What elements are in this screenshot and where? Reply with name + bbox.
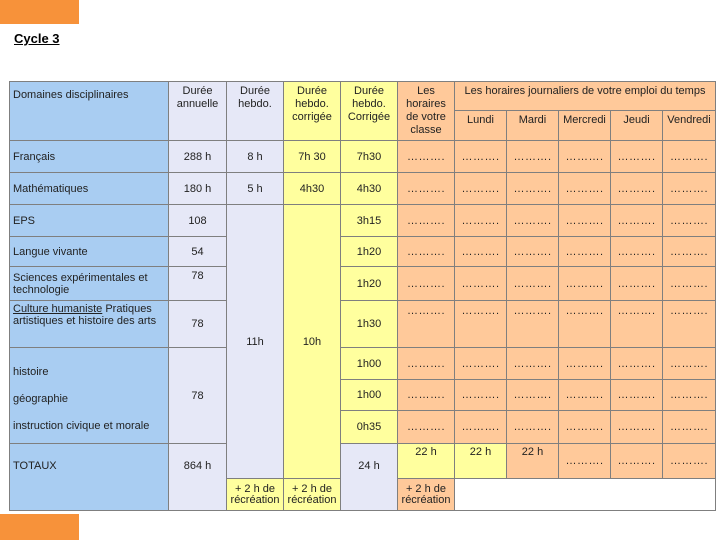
corrected-cell: 4h30 bbox=[284, 173, 341, 205]
class-hours-cell: ………. bbox=[398, 301, 455, 348]
header-domaines: Domaines disciplinaires bbox=[10, 82, 169, 141]
class-hours-cell: ………. bbox=[398, 237, 455, 267]
day-cell: ………. bbox=[611, 348, 663, 380]
day-cell: ………. bbox=[663, 380, 716, 411]
corrected-cell-2: 0h35 bbox=[341, 411, 398, 444]
day-cell: ………. bbox=[611, 301, 663, 348]
day-cell: ………. bbox=[455, 380, 507, 411]
day-cell: ………. bbox=[455, 267, 507, 301]
day-cell: ………. bbox=[559, 380, 611, 411]
day-cell: ………. bbox=[663, 267, 716, 301]
domain-label-rest: Pratiques artistiques et histoire des arts bbox=[13, 303, 157, 327]
header-day-jeudi: Jeudi bbox=[611, 111, 663, 141]
header-horaires-journaliers: Les horaires journaliers de votre emploi du temps bbox=[455, 82, 716, 111]
day-cell: ………. bbox=[455, 141, 507, 173]
day-cell: ………. bbox=[455, 411, 507, 444]
corrected-cell-2: 7h30 bbox=[341, 141, 398, 173]
annual-cell: 78 bbox=[169, 267, 227, 301]
class-hours-cell: ………. bbox=[398, 141, 455, 173]
day-cell: ………. bbox=[663, 141, 716, 173]
domain-label: Français bbox=[10, 141, 169, 173]
weekly-cell: 5 h bbox=[227, 173, 284, 205]
class-hours-cell: ………. bbox=[398, 173, 455, 205]
day-cell: ………. bbox=[611, 444, 663, 479]
table-row bbox=[10, 237, 716, 267]
day-cell: ………. bbox=[507, 301, 559, 348]
recreation-cell: + 2 h de récréation bbox=[284, 479, 341, 511]
day-cell: ………. bbox=[663, 205, 716, 237]
header-duree-hebdo-corrigee-1: Durée hebdo. corrigée bbox=[284, 82, 341, 141]
annual-cell: 108 bbox=[169, 205, 227, 237]
totals-label: TOTAUX bbox=[10, 444, 169, 511]
annual-cell: 78 bbox=[169, 301, 227, 348]
corrected-cell-2: 1h00 bbox=[341, 380, 398, 411]
day-cell: ………. bbox=[611, 267, 663, 301]
day-cell: ………. bbox=[559, 173, 611, 205]
day-cell: ………. bbox=[663, 444, 716, 479]
header-horaires-classe: Les horaires de votre classe bbox=[398, 82, 455, 141]
day-cell: ………. bbox=[455, 237, 507, 267]
table-row bbox=[10, 141, 716, 173]
day-cell: ………. bbox=[507, 411, 559, 444]
table-row bbox=[10, 348, 716, 380]
page-title: Cycle 3 bbox=[14, 31, 60, 46]
domain-label: Mathématiques bbox=[10, 173, 169, 205]
merged-weekly-cell: 11h bbox=[227, 205, 284, 479]
corrected-cell-2: 1h20 bbox=[341, 267, 398, 301]
day-cell: ………. bbox=[611, 173, 663, 205]
day-cell: ………. bbox=[455, 348, 507, 380]
header-day-mercredi: Mercredi bbox=[559, 111, 611, 141]
day-cell: ………. bbox=[559, 141, 611, 173]
day-cell: ………. bbox=[559, 267, 611, 301]
class-hours-cell: ………. bbox=[398, 348, 455, 380]
recreation-cell: + 2 h de récréation bbox=[398, 479, 455, 511]
day-cell: ………. bbox=[507, 205, 559, 237]
header-duree-hebdo: Durée hebdo. bbox=[227, 82, 284, 141]
totals-annual-cell: 864 h bbox=[169, 444, 227, 511]
schedule-table bbox=[9, 81, 716, 511]
header-day-vendredi: Vendredi bbox=[663, 111, 716, 141]
corrected-cell-2: 1h30 bbox=[341, 301, 398, 348]
day-cell: ………. bbox=[663, 301, 716, 348]
merged-corrected-cell: 10h bbox=[284, 205, 341, 479]
corrected-cell-2: 1h20 bbox=[341, 237, 398, 267]
day-cell: ………. bbox=[507, 237, 559, 267]
domain-label bbox=[10, 301, 169, 348]
corrected-cell-2: 3h15 bbox=[341, 205, 398, 237]
header-day-lundi: Lundi bbox=[455, 111, 507, 141]
table-row-totals bbox=[10, 444, 716, 479]
day-cell: ………. bbox=[455, 173, 507, 205]
day-cell: ………. bbox=[663, 173, 716, 205]
day-cell: ………. bbox=[559, 411, 611, 444]
domain-label: EPS bbox=[10, 205, 169, 237]
day-cell: ………. bbox=[507, 267, 559, 301]
annual-cell: 78 bbox=[169, 348, 227, 444]
blank-cell bbox=[455, 479, 716, 511]
corrected-cell: 7h 30 bbox=[284, 141, 341, 173]
class-hours-cell: ………. bbox=[398, 380, 455, 411]
day-cell: ………. bbox=[663, 411, 716, 444]
domain-label: Sciences expérimentales et technologie bbox=[10, 267, 169, 301]
day-cell: ………. bbox=[507, 141, 559, 173]
annual-cell: 54 bbox=[169, 237, 227, 267]
class-hours-cell: ………. bbox=[398, 267, 455, 301]
day-cell: ………. bbox=[559, 205, 611, 237]
domain-label: histoire bbox=[13, 366, 49, 378]
table-row bbox=[10, 301, 716, 348]
day-cell: ………. bbox=[559, 237, 611, 267]
day-cell: ………. bbox=[559, 348, 611, 380]
domain-label: géographie bbox=[13, 393, 69, 405]
table-row bbox=[10, 205, 716, 237]
annual-cell: 180 h bbox=[169, 173, 227, 205]
day-cell: ………. bbox=[559, 301, 611, 348]
totals-corrected-cell-2: 22 h bbox=[455, 444, 507, 479]
corrected-cell-2: 4h30 bbox=[341, 173, 398, 205]
day-cell: ………. bbox=[611, 237, 663, 267]
annual-cell: 288 h bbox=[169, 141, 227, 173]
class-hours-cell: ………. bbox=[398, 411, 455, 444]
domain-label: instruction civique et morale bbox=[13, 420, 150, 432]
day-cell: ………. bbox=[559, 444, 611, 479]
class-hours-cell: ………. bbox=[398, 205, 455, 237]
day-cell: ………. bbox=[663, 237, 716, 267]
day-cell: ………. bbox=[611, 205, 663, 237]
top-accent-bar bbox=[0, 0, 79, 24]
day-cell: ………. bbox=[611, 411, 663, 444]
domain-label-underlined: Culture humaniste bbox=[13, 303, 103, 315]
corrected-cell-2: 1h00 bbox=[341, 348, 398, 380]
bottom-accent-bar bbox=[0, 514, 79, 540]
header-duree-annuelle: Durée annuelle bbox=[169, 82, 227, 141]
weekly-cell: 8 h bbox=[227, 141, 284, 173]
header-day-mardi: Mardi bbox=[507, 111, 559, 141]
totals-class-hours-cell: 22 h bbox=[507, 444, 559, 479]
day-cell: ………. bbox=[611, 141, 663, 173]
day-cell: ………. bbox=[455, 205, 507, 237]
domain-label: Langue vivante bbox=[10, 237, 169, 267]
totals-weekly-cell: 24 h bbox=[341, 444, 398, 511]
day-cell: ………. bbox=[507, 173, 559, 205]
table-row bbox=[10, 267, 716, 301]
table-row bbox=[10, 173, 716, 205]
day-cell: ………. bbox=[455, 301, 507, 348]
domain-label-group bbox=[10, 348, 169, 444]
day-cell: ………. bbox=[663, 348, 716, 380]
day-cell: ………. bbox=[507, 380, 559, 411]
recreation-cell: + 2 h de récréation bbox=[227, 479, 284, 511]
totals-corrected-cell: 22 h bbox=[398, 444, 455, 479]
header-duree-hebdo-corrigee-2: Durée hebdo. Corrigée bbox=[341, 82, 398, 141]
day-cell: ………. bbox=[507, 348, 559, 380]
day-cell: ………. bbox=[611, 380, 663, 411]
